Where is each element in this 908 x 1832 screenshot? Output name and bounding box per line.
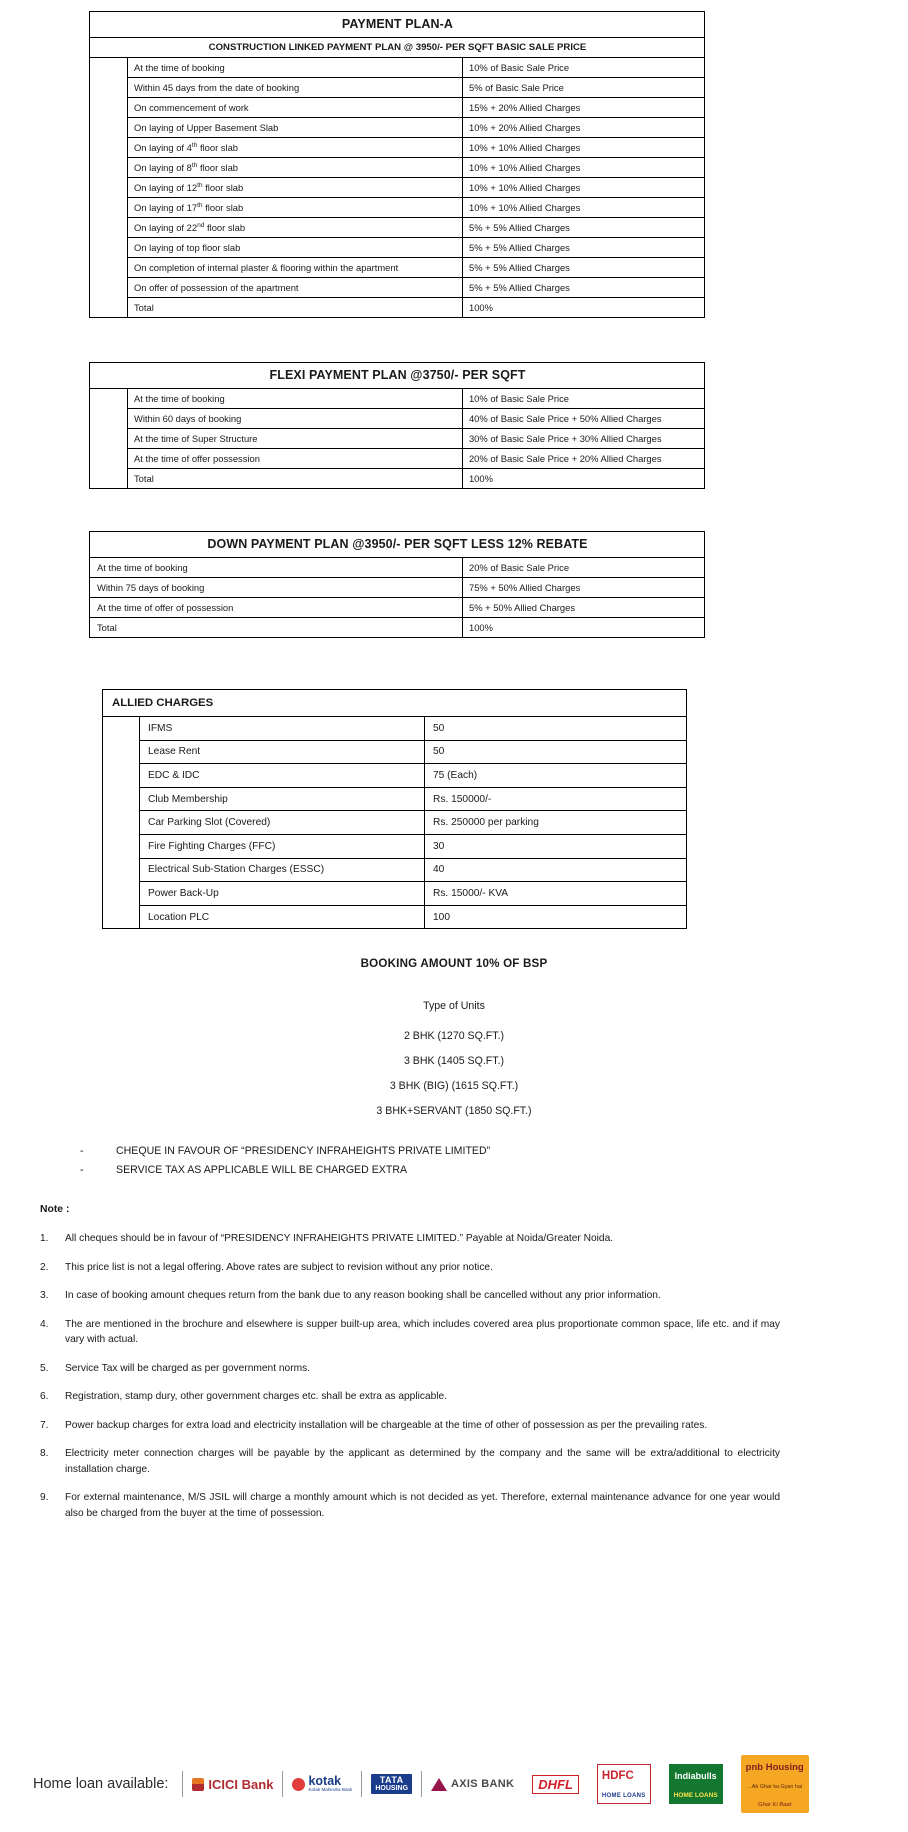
- row-label: At the time of offer of possession: [90, 598, 463, 618]
- note-item: [40, 1260, 780, 1276]
- row-value: 15% + 20% Allied Charges: [463, 98, 705, 118]
- allied-charges-title: [103, 690, 687, 717]
- row-value: 10% + 10% Allied Charges: [463, 198, 705, 218]
- row-label: At the time of Super Structure: [128, 429, 463, 449]
- table-row: [90, 558, 705, 578]
- note-text: In case of booking amount cheques return from the bank due to any reason booking shall be cancelled without any prior information.: [65, 1290, 661, 1302]
- note-text: For external maintenance, M/S JSIL will charge a monthly amount which is not decided as yet. Therefore, external maintenance advance for one year would also be charged from the buyer at the time of possession.: [65, 1492, 780, 1519]
- table-row: [90, 238, 705, 258]
- table-row: [90, 218, 705, 238]
- row-spacer-cell: [90, 469, 128, 489]
- note-text: This price list is not a legal offering. Above rates are subject to revision without any prior notice.: [65, 1261, 493, 1273]
- row-spacer-cell: [90, 389, 128, 409]
- row-value: 5% + 5% Allied Charges: [463, 238, 705, 258]
- row-spacer-cell: [90, 178, 128, 198]
- hdfc-sublabel: HOME LOANS: [601, 1793, 646, 1799]
- row-label: On laying of top floor slab: [128, 238, 463, 258]
- note-heading: Note :: [40, 1204, 70, 1216]
- note-item: [40, 1418, 780, 1434]
- row-label: On laying of 8th floor slab: [128, 158, 463, 178]
- row-spacer-cell: [103, 717, 140, 741]
- home-loan-label: Home loan available:: [33, 1776, 169, 1792]
- cheque-instruction-text: CHEQUE IN FAVOUR OF “PRESIDENCY INFRAHEIGHTS PRIVATE LIMITED”: [116, 1145, 491, 1158]
- payment-plan-a-subtitle: [90, 38, 705, 58]
- kotak-sublabel: Kotak Mahindra Bank: [308, 1786, 353, 1792]
- total-row: [90, 298, 705, 318]
- down-payment-plan-body: [90, 532, 705, 638]
- flexi-plan-title-text: FLEXI PAYMENT PLAN @3750/- PER SQFT: [90, 363, 705, 389]
- table-row: [90, 578, 705, 598]
- booking-amount-heading: BOOKING AMOUNT 10% OF BSP: [360, 957, 548, 971]
- table-row: [90, 598, 705, 618]
- bank-logo-pnb-housing: [732, 1755, 818, 1813]
- total-label: Total: [128, 469, 463, 489]
- row-value: 10% + 10% Allied Charges: [463, 158, 705, 178]
- row-value: 10% of Basic Sale Price: [463, 58, 705, 78]
- note-number: 6.: [40, 1391, 49, 1403]
- row-label: Power Back-Up: [140, 882, 425, 906]
- total-label: Total: [128, 298, 463, 318]
- ordinal-suffix: th: [197, 201, 203, 209]
- indiabulls-sublabel: HOME LOANS: [673, 1792, 718, 1799]
- table-row: [103, 717, 687, 741]
- dhfl-logo-icon: [532, 1775, 579, 1794]
- row-spacer-cell: [103, 905, 140, 929]
- row-value: 50: [424, 740, 686, 764]
- row-label: Within 75 days of booking: [90, 578, 463, 598]
- payment-plan-a-body: [90, 12, 705, 318]
- bank-logo-hdfc: [588, 1764, 660, 1804]
- ordinal-suffix: th: [191, 141, 198, 149]
- cheque-instructions: [80, 1145, 908, 1176]
- note-number: 5.: [40, 1362, 49, 1374]
- row-value: 10% + 10% Allied Charges: [463, 138, 705, 158]
- note-text: The are mentioned in the brochure and elsewhere is supper built-up area, which includes covered area plus proportionate common space, life etc. and if may vary with actual.: [65, 1318, 780, 1346]
- payment-plan-a-title: [90, 12, 705, 38]
- total-row: [90, 618, 705, 638]
- row-value: 10% + 20% Allied Charges: [463, 118, 705, 138]
- allied-charges-body: [103, 690, 687, 929]
- row-value: 20% of Basic Sale Price + 20% Allied Charges: [462, 449, 704, 469]
- hdfc-logo-icon: [597, 1764, 651, 1804]
- row-value: 50: [424, 717, 686, 741]
- row-value: 5% + 5% Allied Charges: [463, 258, 705, 278]
- home-loan-footer: [0, 1753, 908, 1815]
- notes-list: [40, 1231, 780, 1521]
- row-label: On offer of possession of the apartment: [128, 278, 463, 298]
- row-spacer-cell: [103, 764, 140, 788]
- unit-type-item: 3 BHK+SERVANT (1850 SQ.FT.): [376, 1105, 532, 1118]
- icici-label: ICICI Bank: [208, 1776, 274, 1792]
- row-label: Fire Fighting Charges (FFC): [140, 834, 425, 858]
- bank-logo-kotak: [283, 1775, 361, 1792]
- total-label: Total: [90, 618, 463, 638]
- row-spacer-cell: [103, 811, 140, 835]
- row-value: 10% + 10% Allied Charges: [463, 178, 705, 198]
- allied-charges-title-text: ALLIED CHARGES: [103, 690, 687, 717]
- table-row: [90, 429, 705, 449]
- table-row: [90, 118, 705, 138]
- payment-plan-a-title-text: PAYMENT PLAN-A: [90, 12, 705, 38]
- row-label: Club Membership: [140, 787, 425, 811]
- note-text: Power backup charges for extra load and electricity installation will be chargeable at the time of other of possession as per the prevailing rates.: [65, 1419, 708, 1431]
- row-label: IFMS: [140, 717, 425, 741]
- table-row: [90, 258, 705, 278]
- row-value: 30% of Basic Sale Price + 30% Allied Charges: [462, 429, 704, 449]
- hdfc-label: HDFC: [601, 1770, 634, 1782]
- kotak-logo-icon: [292, 1778, 305, 1791]
- note-text: All cheques should be in favour of “PRESIDENCY INFRAHEIGHTS PRIVATE LIMITED.” Payable at Noida/Greater Noida.: [65, 1233, 614, 1245]
- bank-logo-dhfl: [523, 1775, 588, 1794]
- type-of-units-list: [0, 1030, 908, 1117]
- row-value: 5% + 5% Allied Charges: [463, 278, 705, 298]
- tata-logo-icon: [371, 1774, 412, 1794]
- table-row: [90, 198, 705, 218]
- row-label: Lease Rent: [140, 740, 425, 764]
- note-number: 7.: [40, 1419, 49, 1431]
- table-row: [90, 278, 705, 298]
- row-label: Within 60 days of booking: [128, 409, 463, 429]
- unit-type-item: 2 BHK (1270 SQ.FT.): [403, 1030, 505, 1043]
- ordinal-suffix: th: [197, 181, 203, 189]
- bank-logo-strip: [182, 1755, 817, 1813]
- icici-logo-icon: [192, 1778, 204, 1791]
- row-label: Within 45 days from the date of booking: [128, 78, 463, 98]
- row-spacer-cell: [90, 298, 128, 318]
- row-value: 40: [424, 858, 686, 882]
- row-spacer-cell: [90, 449, 128, 469]
- row-value: 30: [424, 834, 686, 858]
- row-spacer-cell: [90, 218, 128, 238]
- note-item: [40, 1490, 780, 1521]
- total-value: 100%: [462, 618, 704, 638]
- row-label: At the time of offer possession: [128, 449, 463, 469]
- flexi-plan-title: [90, 363, 705, 389]
- table-row: [103, 834, 687, 858]
- row-spacer-cell: [90, 409, 128, 429]
- flexi-payment-plan-body: [90, 363, 705, 489]
- row-label: At the time of booking: [128, 389, 463, 409]
- row-value: 20% of Basic Sale Price: [462, 558, 704, 578]
- row-spacer-cell: [90, 138, 128, 158]
- axis-logo-icon: [431, 1778, 447, 1791]
- note-number: 9.: [40, 1492, 49, 1504]
- note-item: [40, 1446, 780, 1477]
- table-row: [103, 858, 687, 882]
- tata-sublabel: HOUSING: [375, 1785, 409, 1792]
- indiabulls-label: Indiabulls: [674, 1771, 717, 1781]
- row-label: Location PLC: [140, 905, 425, 929]
- row-label: At the time of booking: [90, 558, 463, 578]
- bank-logo-tata: [362, 1774, 421, 1794]
- cheque-instruction-text: SERVICE TAX AS APPLICABLE WILL BE CHARGED EXTRA: [116, 1164, 408, 1177]
- total-value: 100%: [463, 298, 705, 318]
- table-row: [90, 178, 705, 198]
- table-row: [103, 905, 687, 929]
- document-page: [0, 11, 908, 1808]
- cheque-instruction-row: [80, 1145, 908, 1157]
- row-label: At the time of booking: [128, 58, 463, 78]
- note-number: 2.: [40, 1261, 49, 1273]
- down-payment-plan-title-text: DOWN PAYMENT PLAN @3950/- PER SQFT LESS 12% REBATE: [90, 532, 705, 558]
- table-row: [103, 882, 687, 906]
- row-value: 5% of Basic Sale Price: [463, 78, 705, 98]
- pnb-tagline: Ghar Ki Baat: [758, 1802, 792, 1808]
- row-value: 75 (Each): [424, 764, 686, 788]
- note-item: [40, 1288, 780, 1304]
- row-spacer-cell: [103, 858, 140, 882]
- row-label: EDC & IDC: [140, 764, 425, 788]
- row-spacer-cell: [90, 278, 128, 298]
- total-row: [90, 469, 705, 489]
- row-value: 100: [424, 905, 686, 929]
- row-spacer-cell: [90, 58, 128, 78]
- row-value: Rs. 150000/-: [424, 787, 686, 811]
- unit-type-item: 3 BHK (BIG) (1615 SQ.FT.): [389, 1080, 519, 1093]
- table-row: [90, 98, 705, 118]
- bullet-dash: -: [80, 1145, 84, 1158]
- table-row: [90, 158, 705, 178]
- tata-label: TATA: [379, 1775, 404, 1785]
- row-spacer-cell: [90, 258, 128, 278]
- allied-charges-table: [102, 689, 687, 929]
- row-value: 40% of Basic Sale Price + 50% Allied Charges: [462, 409, 704, 429]
- row-spacer-cell: [90, 118, 128, 138]
- payment-plan-a-subtitle-text: CONSTRUCTION LINKED PAYMENT PLAN @ 3950/- PER SQFT BASIC SALE PRICE: [90, 38, 705, 58]
- row-value: 10% of Basic Sale Price: [462, 389, 704, 409]
- table-row: [103, 740, 687, 764]
- table-row: [90, 58, 705, 78]
- dhfl-label: DHFL: [538, 1776, 573, 1792]
- table-row: [103, 764, 687, 788]
- type-of-units-block: [0, 1000, 908, 1117]
- row-label: On completion of internal plaster & flooring within the apartment: [128, 258, 463, 278]
- row-label: Car Parking Slot (Covered): [140, 811, 425, 835]
- down-payment-plan-table: [89, 531, 705, 638]
- row-label: On laying of 12th floor slab: [128, 178, 463, 198]
- table-row: [90, 78, 705, 98]
- ordinal-suffix: nd: [197, 221, 205, 229]
- row-label: On laying of 17th floor slab: [128, 198, 463, 218]
- total-value: 100%: [462, 469, 704, 489]
- down-payment-plan-title: [90, 532, 705, 558]
- table-row: [90, 409, 705, 429]
- row-label: On laying of Upper Basement Slab: [128, 118, 463, 138]
- row-label: On commencement of work: [128, 98, 463, 118]
- cheque-instruction-row: [80, 1164, 908, 1176]
- row-value: 75% + 50% Allied Charges: [462, 578, 704, 598]
- row-spacer-cell: [103, 834, 140, 858]
- row-spacer-cell: [90, 98, 128, 118]
- note-number: 4.: [40, 1318, 49, 1330]
- type-of-units-title: Type of Units: [423, 1000, 485, 1013]
- table-row: [90, 138, 705, 158]
- flexi-payment-plan-table: [89, 362, 705, 489]
- kotak-label: kotak: [308, 1774, 342, 1789]
- row-spacer-cell: [103, 787, 140, 811]
- row-spacer-cell: [90, 158, 128, 178]
- note-item: [40, 1317, 780, 1348]
- note-text: Electricity meter connection charges will be payable by the applicant as determined by the company and the same will be extra/additional to electricity installation charge.: [65, 1448, 780, 1475]
- note-item: [40, 1361, 780, 1377]
- note-text: Service Tax will be charged as per government norms.: [65, 1362, 310, 1374]
- row-spacer-cell: [90, 198, 128, 218]
- table-row: [90, 389, 705, 409]
- row-value: 5% + 50% Allied Charges: [462, 598, 704, 618]
- row-spacer-cell: [90, 238, 128, 258]
- pnb-sublabel: ...Ab Ghar ka Gyan hai: [747, 1784, 803, 1790]
- row-label: On laying of 4th floor slab: [128, 138, 463, 158]
- row-label: Electrical Sub-Station Charges (ESSC): [140, 858, 425, 882]
- row-value: Rs. 15000/- KVA: [424, 882, 686, 906]
- ordinal-suffix: th: [191, 161, 198, 169]
- row-spacer-cell: [103, 882, 140, 906]
- unit-type-item: 3 BHK (1405 SQ.FT.): [403, 1055, 505, 1068]
- bank-logo-axis: [422, 1778, 523, 1791]
- table-row: [103, 811, 687, 835]
- table-row: [103, 787, 687, 811]
- payment-plan-a-table: [89, 11, 705, 318]
- note-number: 8.: [40, 1448, 49, 1460]
- note-text: Registration, stamp dury, other government charges etc. shall be extra as applicable.: [65, 1391, 448, 1403]
- note-item: [40, 1389, 780, 1405]
- row-spacer-cell: [90, 78, 128, 98]
- row-value: 5% + 5% Allied Charges: [463, 218, 705, 238]
- row-spacer-cell: [103, 740, 140, 764]
- row-label: On laying of 22nd floor slab: [128, 218, 463, 238]
- note-item: [40, 1231, 780, 1247]
- axis-label: AXIS BANK: [451, 1778, 515, 1790]
- indiabulls-logo-icon: [669, 1764, 723, 1804]
- pnb-label: pnb Housing: [745, 1762, 804, 1773]
- bank-logo-icici: [183, 1777, 282, 1792]
- note-number: 3.: [40, 1290, 49, 1302]
- row-spacer-cell: [90, 429, 128, 449]
- bank-logo-indiabulls: [660, 1764, 732, 1804]
- pnb-logo-icon: [741, 1755, 809, 1813]
- note-number: 1.: [40, 1233, 49, 1245]
- row-value: Rs. 250000 per parking: [424, 811, 686, 835]
- bullet-dash: -: [80, 1164, 84, 1177]
- table-row: [90, 449, 705, 469]
